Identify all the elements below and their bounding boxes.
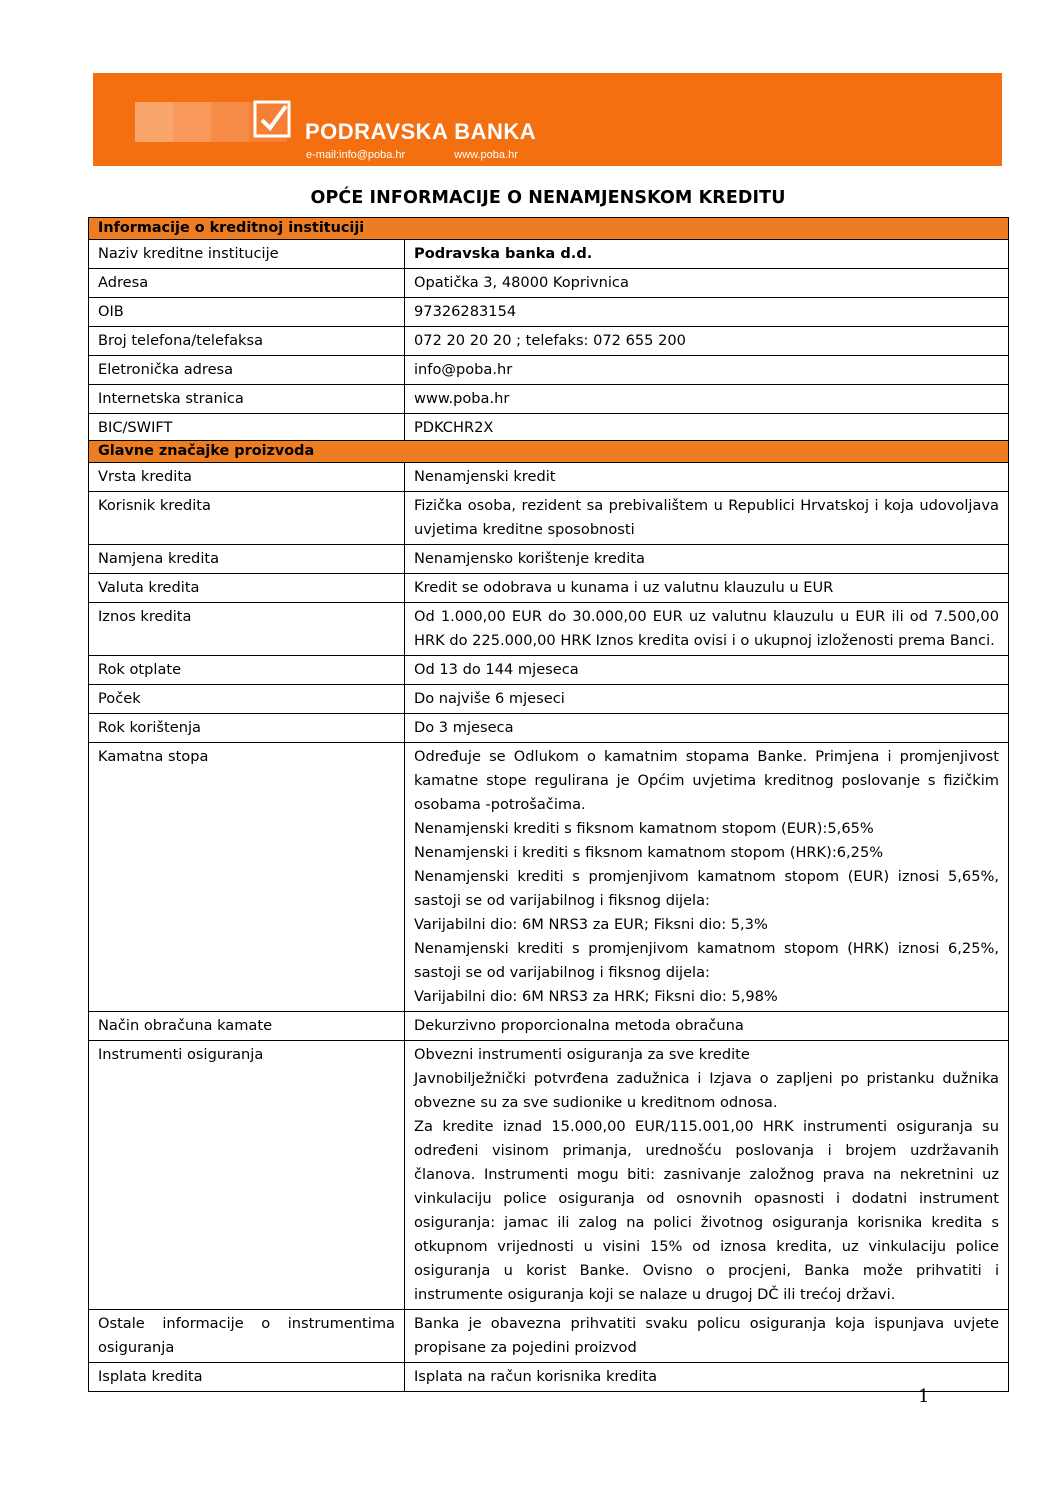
row-label: Poček xyxy=(89,685,405,714)
table-row xyxy=(89,356,1009,385)
table-header-row xyxy=(89,441,1009,463)
table-row xyxy=(89,685,1009,714)
row-label: Vrsta kredita xyxy=(89,463,405,492)
row-value: info@poba.hr xyxy=(405,356,1009,385)
page-number: 1 xyxy=(918,1386,930,1407)
bank-header-banner xyxy=(93,73,1002,166)
row-value xyxy=(405,1012,1009,1041)
table-row xyxy=(89,269,1009,298)
bank-email: e-mail:info@poba.hr xyxy=(306,149,406,161)
value-line: Varijabilni dio: 6M NRS3 za EUR; Fiksni dio: 5,3% xyxy=(414,916,768,933)
value-line: Nenamjenski i krediti s fiksnom kamatnom stopom (HRK):6,25% xyxy=(414,844,884,861)
value-line: Banka je obavezna prihvatiti svaku policu osiguranja koja ispunjava uvjete propisane za pojedini proizvod xyxy=(414,1315,999,1356)
table-row xyxy=(89,743,1009,1012)
stripe-3 xyxy=(211,102,249,142)
row-label: Način obračuna kamate xyxy=(89,1012,405,1041)
row-label: Internetska stranica xyxy=(89,385,405,414)
row-label: BIC/SWIFT xyxy=(89,414,405,443)
row-label: Adresa xyxy=(89,269,405,298)
table-row xyxy=(89,574,1009,603)
bank-logo-icon xyxy=(253,100,291,138)
row-value xyxy=(405,574,1009,603)
value-line: Varijabilni dio: 6M NRS3 za HRK; Fiksni dio: 5,98% xyxy=(414,988,778,1005)
bank-contacts xyxy=(306,149,564,161)
row-label: Ostale informacije o instrumentima osiguranja xyxy=(89,1310,405,1363)
row-label: Instrumenti osiguranja xyxy=(89,1041,405,1310)
table-row xyxy=(89,492,1009,545)
row-value xyxy=(405,685,1009,714)
table-row xyxy=(89,545,1009,574)
row-value: Podravska banka d.d. xyxy=(405,240,1009,269)
row-label: Rok korištenja xyxy=(89,714,405,743)
value-line: Dekurzivno proporcionalna metoda obračuna xyxy=(414,1017,744,1034)
row-label: Iznos kredita xyxy=(89,603,405,656)
document-title: OPĆE INFORMACIJE O NENAMJENSKOM KREDITU xyxy=(310,188,786,208)
row-value xyxy=(405,743,1009,1012)
section-heading: Glavne značajke proizvoda xyxy=(89,441,1009,463)
row-value xyxy=(405,463,1009,492)
value-line: Nenamjensko korištenje kredita xyxy=(414,550,645,567)
table-row xyxy=(89,463,1009,492)
value-line: Do 3 mjeseca xyxy=(414,719,514,736)
row-label: Valuta kredita xyxy=(89,574,405,603)
row-value xyxy=(405,603,1009,656)
row-label: Kamatna stopa xyxy=(89,743,405,1012)
value-line: Za kredite iznad 15.000,00 EUR/115.001,00 HRK instrumenti osiguranja su određeni visinom primanja, urednošću poslovanja i brojem uzdržavanih članova. Instrumenti mogu biti: zasnivanje založnog prava na nekretnini uz vinkulaciju police osiguranja od osnovnih opasnosti i dodatni instrument osiguranja: jamac ili zalog na polici životnog osiguranja korisnika kredita s otkupnom vrijednosti u visini 15% od iznosa kredita, uz vinkulaciju police osiguranja u korist Banke. Ovisno o procjeni, Banka može prihvatiti i instrumente osiguranja koji se nalaze u drugoj DČ ili trećoj državi. xyxy=(414,1118,999,1303)
row-value xyxy=(405,545,1009,574)
row-label: Rok otplate xyxy=(89,656,405,685)
table-row xyxy=(89,1041,1009,1310)
table-row xyxy=(89,1363,1009,1392)
value-line: Isplata na račun korisnika kredita xyxy=(414,1368,658,1385)
table-row xyxy=(89,298,1009,327)
stripe-2 xyxy=(173,102,211,142)
table-row xyxy=(89,1012,1009,1041)
row-value xyxy=(405,492,1009,545)
value-line: Određuje se Odlukom o kamatnim stopama Banke. Primjena i promjenjivost kamatne stope regulirana je Općim uvjetima kreditnog poslovanje s fizičkim osobama -potrošačima. xyxy=(414,748,999,813)
table-row xyxy=(89,414,1009,443)
row-value: 97326283154 xyxy=(405,298,1009,327)
row-value: www.poba.hr xyxy=(405,385,1009,414)
row-label: Korisnik kredita xyxy=(89,492,405,545)
table-row xyxy=(89,656,1009,685)
value-line: Nenamjenski kredit xyxy=(414,468,556,485)
row-label: OIB xyxy=(89,298,405,327)
row-label: Naziv kreditne institucije xyxy=(89,240,405,269)
bank-website: www.poba.hr xyxy=(454,149,518,161)
section-heading: Informacije o kreditnoj instituciji xyxy=(89,218,1009,240)
value-line: Od 1.000,00 EUR do 30.000,00 EUR uz valutnu klauzulu u EUR ili od 7.500,00 HRK do 225.000,00 HRK Iznos kredita ovisi i o ukupnoj izloženosti prema Banci. xyxy=(414,608,999,649)
value-line: Nenamjenski krediti s promjenjivom kamatnom stopom (EUR) iznosi 5,65%, sastoji se od varijabilnog i fiksnog dijela: xyxy=(414,868,999,909)
table-header-row xyxy=(89,218,1009,240)
row-value xyxy=(405,1310,1009,1363)
value-line: Kredit se odobrava u kunama i uz valutnu klauzulu u EUR xyxy=(414,579,834,596)
row-value xyxy=(405,1041,1009,1310)
row-label: Eletronička adresa xyxy=(89,356,405,385)
value-line: Nenamjenski krediti s fiksnom kamatnom stopom (EUR):5,65% xyxy=(414,820,874,837)
institution-info-table xyxy=(88,217,1009,443)
row-value: Opatička 3, 48000 Koprivnica xyxy=(405,269,1009,298)
value-line: Nenamjenski krediti s promjenjivom kamatnom stopom (HRK) iznosi 6,25%, sastoji se od varijabilnog i fiksnog dijela: xyxy=(414,940,999,981)
table-row xyxy=(89,1310,1009,1363)
table-row xyxy=(89,327,1009,356)
product-features-table xyxy=(88,440,1009,1392)
row-value xyxy=(405,656,1009,685)
row-value: 072 20 20 20 ; telefaks: 072 655 200 xyxy=(405,327,1009,356)
row-value: PDKCHR2X xyxy=(405,414,1009,443)
value-line: Do najviše 6 mjeseci xyxy=(414,690,565,707)
row-label: Namjena kredita xyxy=(89,545,405,574)
stripe-1 xyxy=(135,102,173,142)
row-label: Broj telefona/telefaksa xyxy=(89,327,405,356)
table-row xyxy=(89,714,1009,743)
bank-name: PODRAVSKA BANKA xyxy=(305,119,537,144)
table-row xyxy=(89,603,1009,656)
row-label: Isplata kredita xyxy=(89,1363,405,1392)
value-line: Obvezni instrumenti osiguranja za sve kredite xyxy=(414,1046,750,1063)
table-row xyxy=(89,385,1009,414)
value-line: Fizička osoba, rezident sa prebivalištem u Republici Hrvatskoj i koja udovoljava uvjetima kreditne sposobnosti xyxy=(414,497,999,538)
value-line: Od 13 do 144 mjeseca xyxy=(414,661,579,678)
table-row xyxy=(89,240,1009,269)
value-line: Javnobilježnički potvrđena zadužnica i Izjava o zapljeni po pristanku dužnika obvezne su za sve sudionike u kreditnom odnosa. xyxy=(414,1070,999,1111)
row-value xyxy=(405,714,1009,743)
